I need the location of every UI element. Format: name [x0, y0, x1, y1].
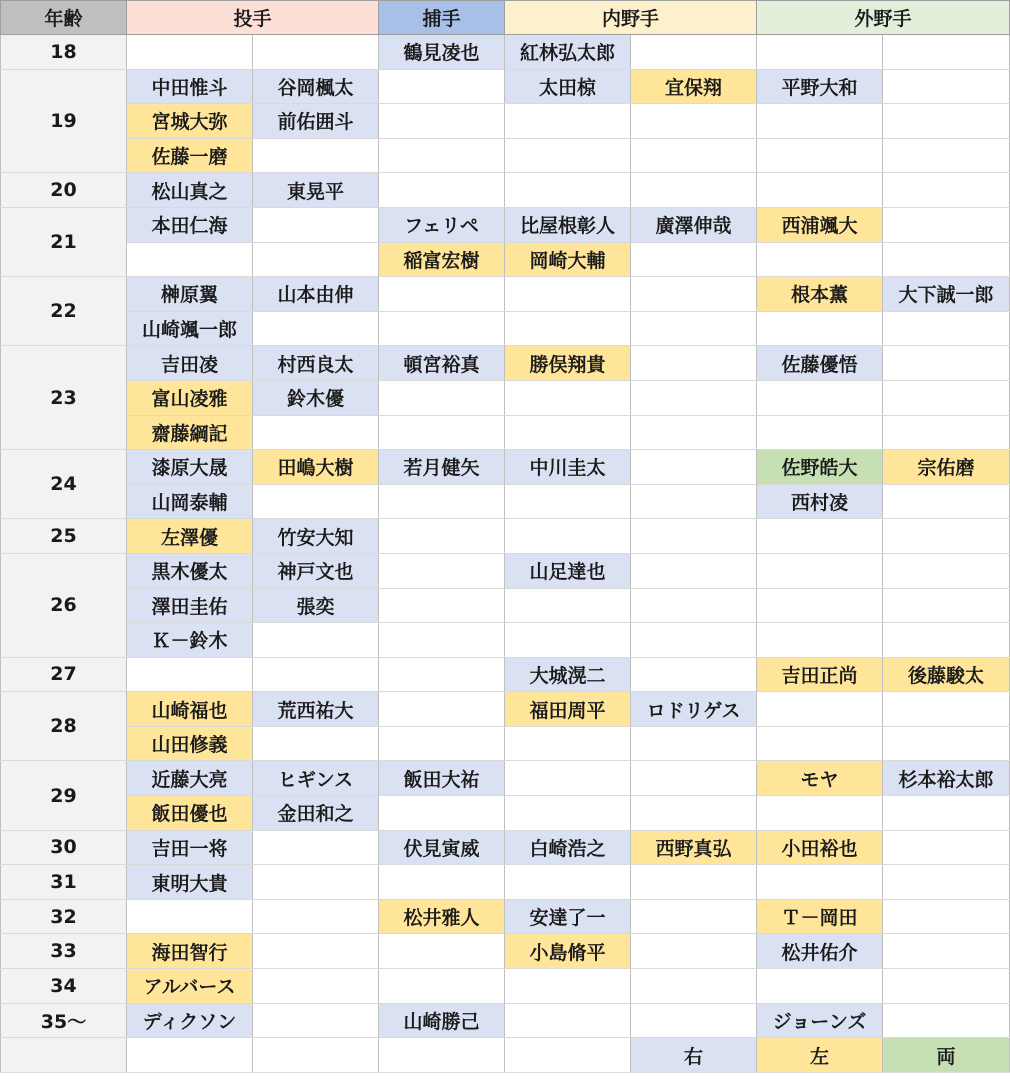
player-cell: 山田修義 [127, 726, 253, 761]
empty-cell [379, 692, 505, 727]
age-cell: 34 [1, 969, 127, 1004]
age-cell: 23 [1, 346, 127, 450]
empty-cell [631, 173, 757, 208]
player-cell: 佐藤優悟 [757, 346, 883, 381]
player-cell: 山崎勝己 [379, 1003, 505, 1038]
empty-cell [505, 865, 631, 900]
player-cell: 山崎颯一郎 [127, 311, 253, 346]
empty-cell [505, 138, 631, 173]
empty-cell [757, 173, 883, 208]
empty-cell [883, 796, 1010, 831]
player-cell: ヒギンス [253, 761, 379, 796]
empty-cell [757, 104, 883, 139]
empty-cell [631, 450, 757, 485]
header-outfielder: 外野手 [757, 1, 1010, 35]
empty-cell [379, 623, 505, 658]
table-row [1, 726, 1010, 761]
empty-cell [379, 104, 505, 139]
empty-cell [505, 380, 631, 415]
empty-cell [631, 623, 757, 658]
empty-cell [505, 277, 631, 312]
empty-cell [757, 138, 883, 173]
table-row [1, 761, 1010, 796]
player-cell: 吉田正尚 [757, 657, 883, 692]
empty-cell [379, 1038, 505, 1073]
empty-cell [631, 380, 757, 415]
player-cell: 大下誠一郎 [883, 277, 1010, 312]
player-cell: 吉田凌 [127, 346, 253, 381]
player-cell: 大城滉二 [505, 657, 631, 692]
empty-cell [505, 1038, 631, 1073]
table-row [1, 934, 1010, 969]
table-row [1, 830, 1010, 865]
player-cell: 後藤駿太 [883, 657, 1010, 692]
age-cell: 27 [1, 657, 127, 692]
empty-cell [757, 588, 883, 623]
player-cell: 黒木優太 [127, 553, 253, 588]
empty-cell [253, 830, 379, 865]
table-row [1, 35, 1010, 70]
table-row [1, 657, 1010, 692]
empty-cell [253, 415, 379, 450]
empty-cell [631, 796, 757, 831]
table-row [1, 138, 1010, 173]
table-row [1, 69, 1010, 104]
empty-cell [505, 173, 631, 208]
age-cell: 18 [1, 35, 127, 70]
player-cell: 荒西祐大 [253, 692, 379, 727]
legend-switch-hitter: 両 [883, 1038, 1010, 1073]
age-cell: 26 [1, 553, 127, 657]
player-cell: 佐藤一磨 [127, 138, 253, 173]
player-cell: 谷岡楓太 [253, 69, 379, 104]
empty-cell [379, 415, 505, 450]
age-cell: 24 [1, 450, 127, 519]
empty-cell [253, 726, 379, 761]
empty-cell [379, 553, 505, 588]
player-cell: 西浦颯大 [757, 207, 883, 242]
empty-cell [379, 657, 505, 692]
player-cell: 神戸文也 [253, 553, 379, 588]
empty-cell [883, 138, 1010, 173]
empty-cell [631, 104, 757, 139]
empty-cell [757, 519, 883, 554]
player-cell: Ｔ－岡田 [757, 899, 883, 934]
empty-cell [127, 35, 253, 70]
table-row [1, 242, 1010, 277]
empty-cell [883, 104, 1010, 139]
legend-left-handed: 左 [757, 1038, 883, 1073]
empty-cell [883, 623, 1010, 658]
header-pitcher: 投手 [127, 1, 379, 35]
age-cell: 32 [1, 899, 127, 934]
player-cell: Ｋ－鈴木 [127, 623, 253, 658]
header-row [1, 1, 1010, 35]
empty-cell [253, 35, 379, 70]
age-cell: 33 [1, 934, 127, 969]
empty-cell [757, 311, 883, 346]
empty-cell [127, 899, 253, 934]
player-cell: 杉本裕太郎 [883, 761, 1010, 796]
empty-cell [253, 138, 379, 173]
empty-cell [505, 1003, 631, 1038]
empty-cell [631, 311, 757, 346]
empty-cell [757, 726, 883, 761]
empty-cell [505, 519, 631, 554]
empty-cell [883, 692, 1010, 727]
empty-cell [379, 726, 505, 761]
player-cell: 太田椋 [505, 69, 631, 104]
age-cell: 25 [1, 519, 127, 554]
player-cell: ディクソン [127, 1003, 253, 1038]
table-row [1, 277, 1010, 312]
table-row [1, 553, 1010, 588]
empty-cell [883, 969, 1010, 1004]
empty-cell [757, 415, 883, 450]
empty-cell [631, 657, 757, 692]
table-row [1, 588, 1010, 623]
empty-cell [379, 380, 505, 415]
player-cell: 鶴見凌也 [379, 35, 505, 70]
player-cell: 西野真弘 [631, 830, 757, 865]
empty-cell [631, 969, 757, 1004]
player-cell: 左澤優 [127, 519, 253, 554]
empty-cell [127, 657, 253, 692]
empty-cell [505, 484, 631, 519]
empty-cell [631, 553, 757, 588]
empty-cell [505, 311, 631, 346]
empty-cell [883, 1003, 1010, 1038]
player-cell: 金田和之 [253, 796, 379, 831]
player-cell: モヤ [757, 761, 883, 796]
empty-cell [505, 796, 631, 831]
player-cell: 山足達也 [505, 553, 631, 588]
player-cell: ロドリゲス [631, 692, 757, 727]
player-cell: 廣澤伸哉 [631, 207, 757, 242]
empty-cell [253, 623, 379, 658]
player-cell: 中田惟斗 [127, 69, 253, 104]
empty-cell [379, 484, 505, 519]
player-cell: 伏見寅威 [379, 830, 505, 865]
empty-cell [883, 69, 1010, 104]
empty-cell [379, 311, 505, 346]
empty-cell [127, 242, 253, 277]
empty-cell [253, 242, 379, 277]
player-cell: 小田裕也 [757, 830, 883, 865]
player-cell: 漆原大晟 [127, 450, 253, 485]
empty-cell [631, 277, 757, 312]
empty-cell [631, 899, 757, 934]
empty-cell [505, 588, 631, 623]
empty-cell [631, 242, 757, 277]
empty-cell [631, 138, 757, 173]
empty-cell [505, 969, 631, 1004]
age-cell: 22 [1, 277, 127, 346]
player-cell: アルバース [127, 969, 253, 1004]
empty-cell [883, 415, 1010, 450]
player-cell: 前佑囲斗 [253, 104, 379, 139]
player-cell: 張奕 [253, 588, 379, 623]
empty-cell [379, 796, 505, 831]
player-cell: 稲富宏樹 [379, 242, 505, 277]
table-row [1, 519, 1010, 554]
player-cell: 松山真之 [127, 173, 253, 208]
empty-cell [883, 380, 1010, 415]
player-cell: 根本薫 [757, 277, 883, 312]
player-cell: ジョーンズ [757, 1003, 883, 1038]
player-cell: 竹安大知 [253, 519, 379, 554]
empty-cell [883, 934, 1010, 969]
player-cell: 頓宮裕真 [379, 346, 505, 381]
empty-cell [379, 138, 505, 173]
table-row [1, 173, 1010, 208]
empty-cell [883, 830, 1010, 865]
table-row [1, 692, 1010, 727]
empty-cell [505, 726, 631, 761]
player-cell: 福田周平 [505, 692, 631, 727]
table-row [1, 1003, 1010, 1038]
empty-cell [1, 1038, 127, 1073]
player-cell: 海田智行 [127, 934, 253, 969]
table-row [1, 104, 1010, 139]
player-cell: 勝俣翔貴 [505, 346, 631, 381]
table-row [1, 311, 1010, 346]
empty-cell [631, 1003, 757, 1038]
table-row [1, 796, 1010, 831]
empty-cell [379, 969, 505, 1004]
empty-cell [631, 519, 757, 554]
player-cell: 田嶋大樹 [253, 450, 379, 485]
empty-cell [883, 588, 1010, 623]
table-row [1, 415, 1010, 450]
player-cell: 平野大和 [757, 69, 883, 104]
header-age: 年齢 [1, 1, 127, 35]
player-cell: 榊原翼 [127, 277, 253, 312]
empty-cell [631, 35, 757, 70]
table-row [1, 623, 1010, 658]
empty-cell [757, 969, 883, 1004]
legend-right-handed: 右 [631, 1038, 757, 1073]
player-cell: 宮城大弥 [127, 104, 253, 139]
table-row [1, 899, 1010, 934]
empty-cell [379, 519, 505, 554]
empty-cell [379, 865, 505, 900]
empty-cell [883, 899, 1010, 934]
player-cell: 鈴木優 [253, 380, 379, 415]
empty-cell [631, 415, 757, 450]
empty-cell [379, 69, 505, 104]
empty-cell [883, 726, 1010, 761]
age-cell: 29 [1, 761, 127, 830]
empty-cell [757, 692, 883, 727]
empty-cell [631, 865, 757, 900]
empty-cell [253, 969, 379, 1004]
player-cell: 白崎浩之 [505, 830, 631, 865]
empty-cell [757, 380, 883, 415]
empty-cell [883, 346, 1010, 381]
player-cell: 宜保翔 [631, 69, 757, 104]
empty-cell [757, 865, 883, 900]
player-cell: 飯田大祐 [379, 761, 505, 796]
empty-cell [253, 311, 379, 346]
player-cell: 飯田優也 [127, 796, 253, 831]
header-catcher: 捕手 [379, 1, 505, 35]
empty-cell [505, 761, 631, 796]
empty-cell [631, 934, 757, 969]
empty-cell [883, 173, 1010, 208]
age-cell: 21 [1, 207, 127, 276]
empty-cell [379, 277, 505, 312]
player-cell: 佐野皓大 [757, 450, 883, 485]
empty-cell [757, 35, 883, 70]
empty-cell [883, 242, 1010, 277]
player-cell: 紅林弘太郎 [505, 35, 631, 70]
player-cell: 中川圭太 [505, 450, 631, 485]
player-cell: 澤田圭佑 [127, 588, 253, 623]
player-cell: 岡崎大輔 [505, 242, 631, 277]
player-cell: 東晃平 [253, 173, 379, 208]
empty-cell [631, 346, 757, 381]
player-cell: 小島脩平 [505, 934, 631, 969]
header-infielder: 内野手 [505, 1, 757, 35]
empty-cell [883, 484, 1010, 519]
player-cell: 松井佑介 [757, 934, 883, 969]
age-cell: 19 [1, 69, 127, 173]
empty-cell [505, 415, 631, 450]
empty-cell [253, 865, 379, 900]
age-cell: 31 [1, 865, 127, 900]
player-cell: 宗佑磨 [883, 450, 1010, 485]
player-cell: 安達了一 [505, 899, 631, 934]
empty-cell [631, 484, 757, 519]
empty-cell [379, 588, 505, 623]
player-cell: 山崎福也 [127, 692, 253, 727]
player-cell: 山岡泰輔 [127, 484, 253, 519]
player-cell: 齋藤綱記 [127, 415, 253, 450]
empty-cell [883, 207, 1010, 242]
empty-cell [379, 173, 505, 208]
empty-cell [253, 207, 379, 242]
age-cell: 30 [1, 830, 127, 865]
age-cell: 35～ [1, 1003, 127, 1038]
empty-cell [883, 519, 1010, 554]
table-row [1, 380, 1010, 415]
age-cell: 20 [1, 173, 127, 208]
empty-cell [883, 35, 1010, 70]
player-cell: 村西良太 [253, 346, 379, 381]
table-row [1, 207, 1010, 242]
player-cell: 山本由伸 [253, 277, 379, 312]
empty-cell [883, 865, 1010, 900]
player-cell: 富山凌雅 [127, 380, 253, 415]
empty-cell [253, 899, 379, 934]
player-cell: 東明大貴 [127, 865, 253, 900]
empty-cell [505, 623, 631, 658]
empty-cell [127, 1038, 253, 1073]
empty-cell [631, 588, 757, 623]
empty-cell [883, 311, 1010, 346]
empty-cell [757, 623, 883, 658]
legend-row [1, 1038, 1010, 1073]
empty-cell [253, 1038, 379, 1073]
player-cell: 西村凌 [757, 484, 883, 519]
empty-cell [253, 657, 379, 692]
player-cell: 近藤大亮 [127, 761, 253, 796]
empty-cell [631, 726, 757, 761]
table-row [1, 346, 1010, 381]
empty-cell [883, 553, 1010, 588]
empty-cell [757, 242, 883, 277]
table-row [1, 450, 1010, 485]
table-row [1, 484, 1010, 519]
player-cell: 比屋根彰人 [505, 207, 631, 242]
player-cell: 若月健矢 [379, 450, 505, 485]
age-cell: 28 [1, 692, 127, 761]
empty-cell [757, 796, 883, 831]
player-cell: 本田仁海 [127, 207, 253, 242]
empty-cell [253, 1003, 379, 1038]
empty-cell [757, 553, 883, 588]
empty-cell [505, 104, 631, 139]
empty-cell [253, 484, 379, 519]
table-row [1, 969, 1010, 1004]
empty-cell [631, 761, 757, 796]
empty-cell [379, 934, 505, 969]
player-cell: 松井雅人 [379, 899, 505, 934]
empty-cell [253, 934, 379, 969]
player-cell: 吉田一将 [127, 830, 253, 865]
player-cell: フェリペ [379, 207, 505, 242]
table-row [1, 865, 1010, 900]
